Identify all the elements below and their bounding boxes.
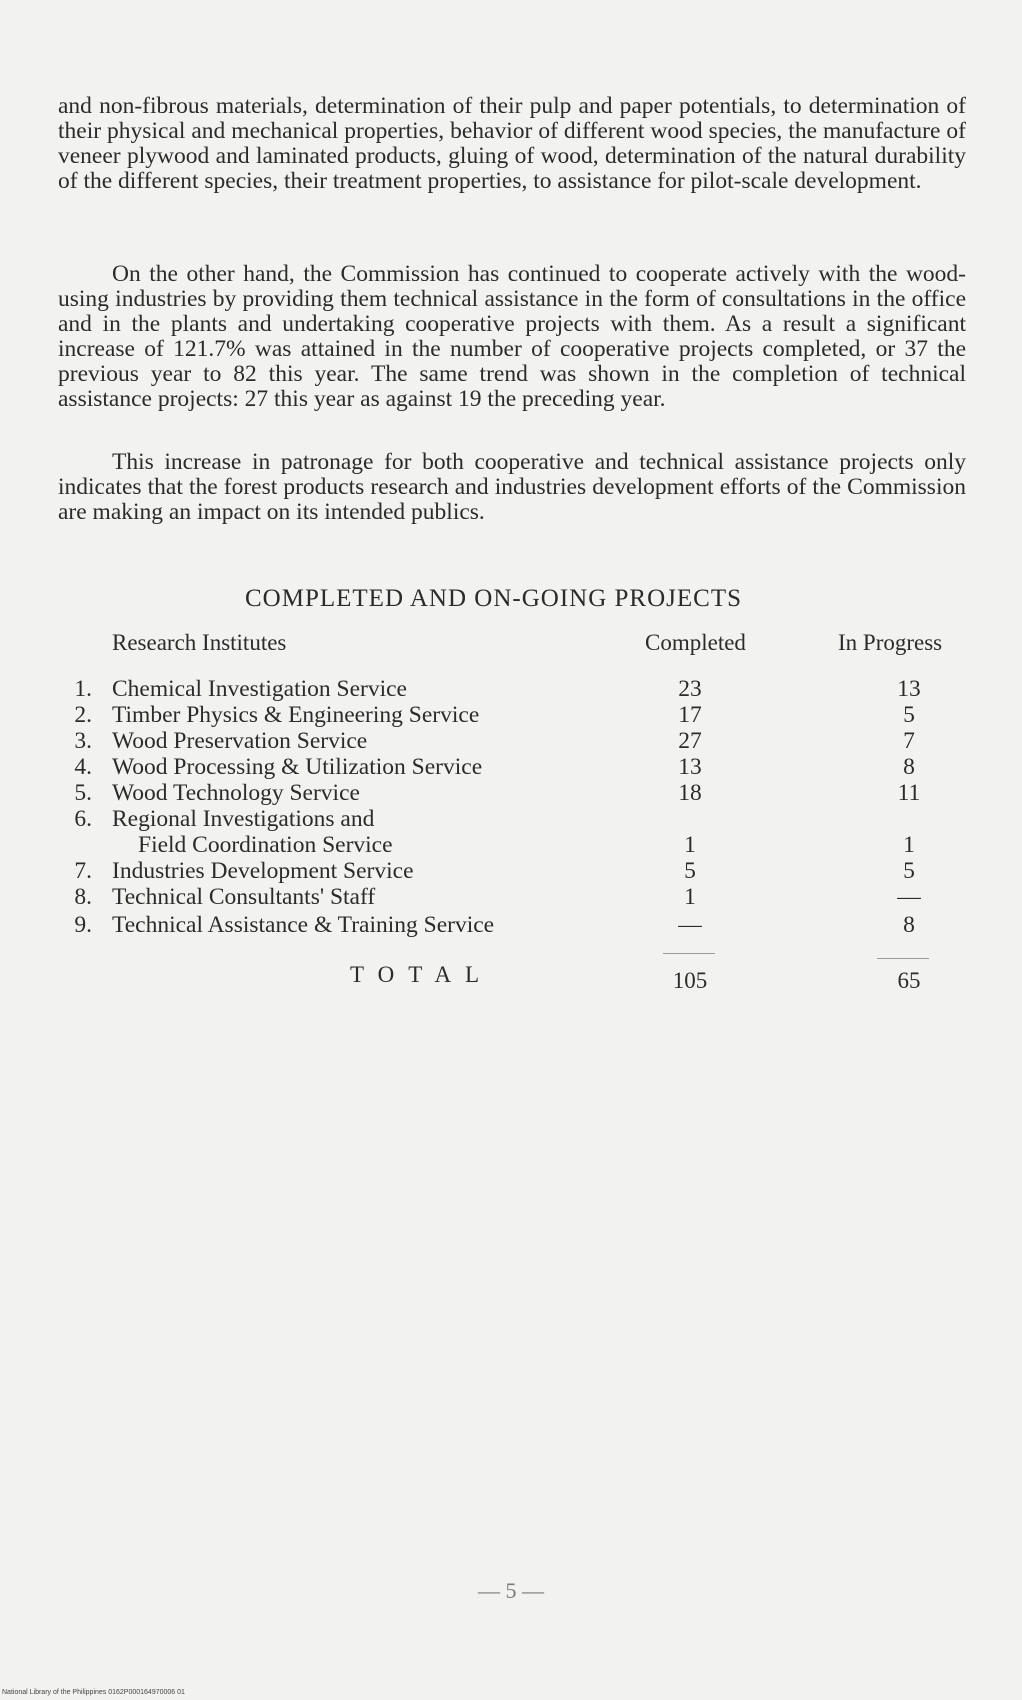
table-row (0, 676, 1022, 702)
completed-count: 18 (678, 780, 702, 806)
header-in-progress: In Progress (838, 630, 943, 655)
row-number: 8. (74, 884, 92, 910)
row-number: 7. (74, 858, 92, 884)
table-row (0, 832, 1022, 858)
table-row (0, 754, 1022, 780)
table-row (0, 728, 1022, 754)
in-progress-count: — (897, 884, 921, 910)
institute-name: Industries Development Service (112, 858, 414, 884)
completed-count: 1 (684, 884, 696, 910)
header-completed: Completed (645, 630, 746, 655)
institute-name: Chemical Investigation Service (112, 676, 407, 702)
in-progress-count: 8 (903, 754, 915, 780)
total-completed: 105 (672, 968, 708, 993)
institute-name: Technical Assistance & Training Service (112, 912, 495, 938)
total-rule-completed (663, 953, 715, 954)
in-progress-count: 1 (903, 832, 915, 858)
total-in-progress: 65 (897, 968, 921, 993)
institute-name: Regional Investigations and (112, 806, 375, 832)
table-row (0, 806, 1022, 832)
table-row (0, 702, 1022, 728)
institute-name: Wood Preservation Service (112, 728, 368, 754)
institute-name: Timber Physics & Engineering Service (112, 702, 480, 728)
header-research-institutes: Research Institutes (112, 630, 287, 655)
row-number: 9. (74, 912, 92, 938)
row-number: 3. (74, 728, 92, 754)
table-title: COMPLETED AND ON-GOING PROJECTS (245, 585, 742, 612)
institute-name: Wood Processing & Utilization Service (112, 754, 483, 780)
completed-count: 17 (678, 702, 702, 728)
in-progress-count: 7 (903, 728, 915, 754)
in-progress-count: 11 (897, 780, 921, 806)
row-number: 5. (74, 780, 92, 806)
in-progress-count: 13 (897, 676, 921, 702)
paragraph-2: On the other hand, the Commission has continued to cooperate actively with the wood-using industries by providing them technical assistance in the form of consultations in the office and in the plants and undertaking cooperative projects with them. As a result a significant increase of 121.7% was attained in the number of cooperative projects completed, or 37 the previous year to 82 this year. The same trend was shown in the completion of technical assistance projects: 27 this year as against 19 the preceding year. (58, 261, 966, 412)
completed-count: 1 (684, 832, 696, 858)
completed-count: — (678, 912, 702, 938)
table-row (0, 858, 1022, 884)
table-row (0, 780, 1022, 806)
completed-count: 27 (678, 728, 702, 754)
row-number: 4. (74, 754, 92, 780)
row-number: 6. (74, 806, 92, 832)
page-number: — 5 — (478, 1578, 544, 1603)
completed-count: 23 (678, 676, 702, 702)
institute-name: Field Coordination Service (138, 832, 393, 858)
table-row (0, 884, 1022, 910)
total-label: TOTAL (350, 962, 494, 987)
row-number: 2. (74, 702, 92, 728)
institute-name: Technical Consultants' Staff (112, 884, 376, 910)
institute-name: Wood Technology Service (112, 780, 360, 806)
row-number: 1. (74, 676, 92, 702)
table-row (0, 912, 1022, 938)
footer-note: National Library of the Philippines 0162P000164970006 01 (2, 1689, 185, 1696)
total-rule-in-progress (877, 958, 929, 959)
paragraph-3: This increase in patronage for both cooperative and technical assistance projects only indicates that the forest products research and industries development efforts of the Commission are making an impact on its intended publics. (58, 449, 966, 525)
completed-count: 13 (678, 754, 702, 780)
in-progress-count: 5 (903, 702, 915, 728)
in-progress-count: 8 (903, 912, 915, 938)
paragraph-1: and non-fibrous materials, determination of their pulp and paper potentials, to determination of their physical and mechanical properties, behavior of different wood species, the manufacture of veneer plywood and laminated products, gluing of wood, determination of the natural durability of the different species, their treatment properties, to assistance for pilot-scale development. (58, 93, 966, 194)
in-progress-count: 5 (903, 858, 915, 884)
completed-count: 5 (684, 858, 696, 884)
